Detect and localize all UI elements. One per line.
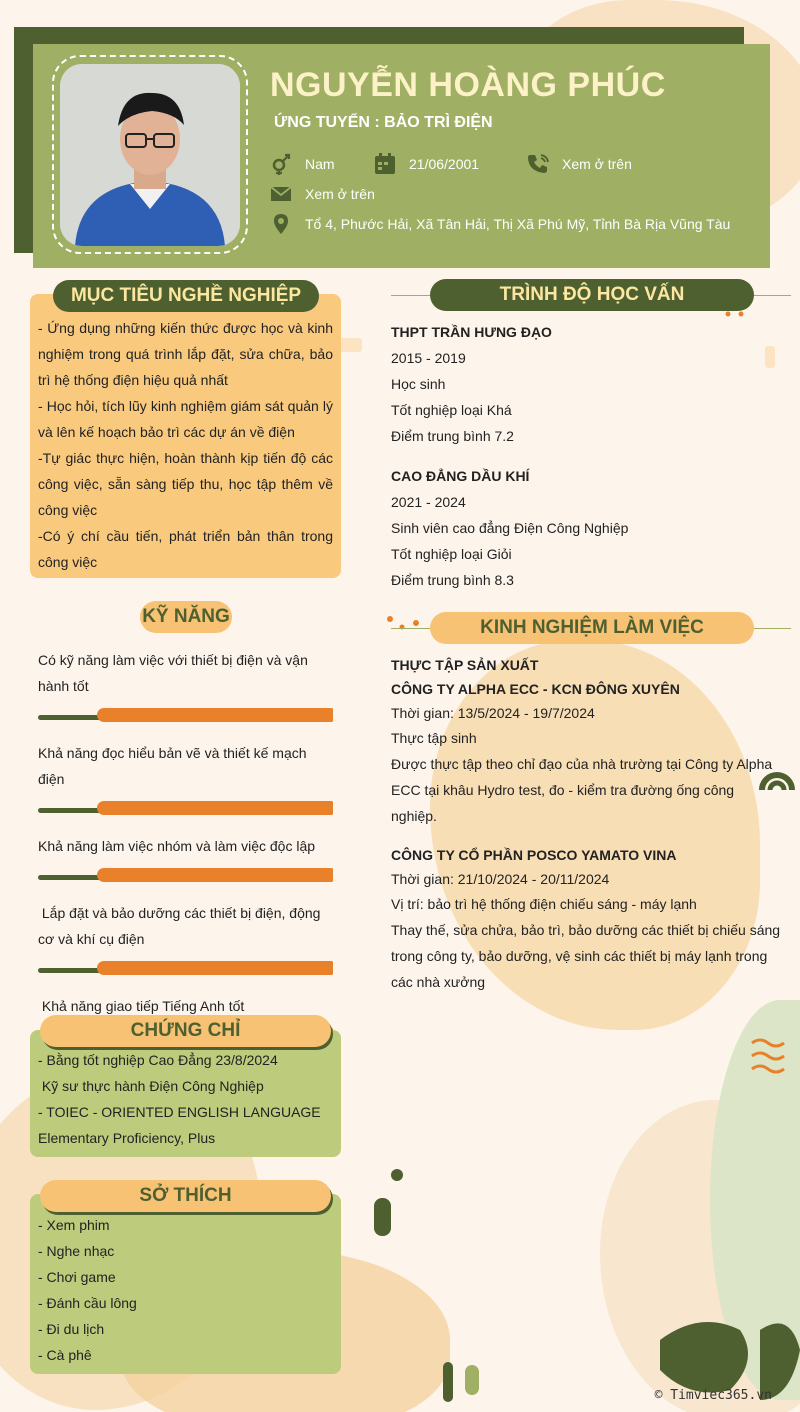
experience-line: Thay thế, sửa chửa, bảo trì, bảo dưỡng các thiết bị chiếu sáng trong công ty, bảo dưỡng, vệ sinh các thiết bị máy lạnh trong các nhà xưởng: [391, 922, 781, 990]
education-entry: [391, 463, 781, 593]
experience-line: Thời gian: 21/10/2024 - 20/11/2024: [391, 871, 610, 887]
experience-list: [391, 653, 781, 1009]
skill-name: Khả năng đọc hiểu bản vẽ và thiết kế mạch điện: [38, 745, 307, 787]
education-line: Điểm trung bình 8.3: [391, 572, 514, 588]
certificate-line: - TOIEC - ORIENTED ENGLISH LANGUAGE Elementary Proficiency, Plus: [38, 1104, 321, 1146]
objective-card: [30, 294, 341, 578]
education-list: [391, 319, 781, 607]
skill-bar: [38, 960, 333, 976]
school-name: CAO ĐẲNG DẦU KHÍ: [391, 468, 530, 484]
skill-item: [38, 647, 333, 723]
skills-title: KỸ NĂNG: [140, 601, 232, 633]
education-line: Sinh viên cao đẳng Điện Công Nghiệp: [391, 520, 629, 536]
experience-line: Được thực tập theo chỉ đạo của nhà trường tại Công ty Alpha ECC tại khâu Hydro test, đo - kiểm tra đường ống công nghiệp.: [391, 756, 773, 824]
skill-level-fill: [97, 708, 333, 722]
education-line: Học sinh: [391, 376, 446, 392]
avatar-photo: [60, 64, 240, 246]
certificate-line: - Bằng tốt nghiệp Cao Đẳng 23/8/2024: [38, 1052, 278, 1068]
hobbies-title: SỞ THÍCH: [40, 1180, 331, 1212]
gender-row: [270, 153, 335, 175]
experience-title: KINH NGHIỆM LÀM VIỆC: [430, 612, 754, 644]
email-row: [270, 183, 375, 205]
address-text: Tổ 4, Phước Hải, Xã Tân Hải, Thị Xã Phú Mỹ, Tỉnh Bà Rịa Vũng Tàu: [305, 216, 731, 232]
skills-list: [38, 647, 333, 1060]
education-title: TRÌNH ĐỘ HỌC VẤN: [430, 279, 754, 311]
skill-name: Có kỹ năng làm việc với thiết bị điện và vận hành tốt: [38, 652, 308, 694]
skill-level-fill: [97, 961, 333, 975]
experience-heading: THỰC TẬP SẢN XUẤT: [391, 657, 539, 673]
phone-row: [527, 153, 632, 175]
education-line: 2021 - 2024: [391, 494, 466, 510]
hobby-item: - Đánh cầu lông: [38, 1295, 137, 1311]
experience-entry: [391, 843, 781, 995]
objective-item: - Ứng dụng những kiến thức được học và kinh nghiệm trong quá trình lắp đặt, sửa chữa, bảo trì hệ thống điện hiệu quả nhất: [38, 320, 333, 388]
skill-item: [38, 833, 333, 883]
skill-bar: [38, 707, 333, 723]
birthday-row: [374, 153, 479, 175]
objective-item: - Học hỏi, tích lũy kinh nghiệm giám sát quản lý và lên kế hoạch bảo trì các dự án về điện: [38, 398, 333, 440]
objective-item: -Có ý chí cầu tiến, phát triển bản thân trong công việc: [38, 528, 333, 570]
email-text: Xem ở trên: [305, 186, 375, 202]
hobby-item: - Chơi game: [38, 1269, 116, 1285]
experience-line: Thực tập sinh: [391, 730, 477, 746]
hobby-item: - Nghe nhạc: [38, 1243, 115, 1259]
address-row: [270, 213, 730, 235]
hobbies-card: [30, 1194, 341, 1374]
experience-line: Thời gian: 13/5/2024 - 19/7/2024: [391, 705, 595, 721]
skill-level-fill: [97, 801, 333, 815]
school-name: THPT TRẦN HƯNG ĐẠO: [391, 324, 552, 340]
certificate-line: Kỹ sư thực hành Điện Công Nghiệp: [38, 1078, 264, 1094]
watermark: © Timviec365.vn: [654, 1388, 772, 1403]
experience-line: Vị trí: bảo trì hệ thống điện chiếu sáng - máy lạnh: [391, 896, 697, 912]
location-pin-icon: [270, 213, 292, 235]
certificates-card: [30, 1030, 341, 1157]
gender-text: Nam: [305, 156, 335, 172]
applied-position: ỨNG TUYỂN : BẢO TRÌ ĐIỆN: [274, 114, 493, 131]
skill-level-fill: [97, 868, 333, 882]
skill-name: Lắp đặt và bảo dưỡng các thiết bị điện, động cơ và khí cụ điện: [38, 905, 325, 947]
email-icon: [270, 183, 292, 205]
gender-icon: [270, 153, 292, 175]
phone-icon: [527, 153, 549, 175]
skill-bar: [38, 867, 333, 883]
objective-title: MỤC TIÊU NGHỀ NGHIỆP: [53, 280, 319, 312]
education-line: Tốt nghiệp loại Khá: [391, 402, 512, 418]
hobby-item: - Đi du lịch: [38, 1321, 105, 1337]
skill-item: [38, 740, 333, 816]
education-line: Tốt nghiệp loại Giỏi: [391, 546, 512, 562]
candidate-name: NGUYỄN HOÀNG PHÚC: [270, 66, 666, 104]
education-line: 2015 - 2019: [391, 350, 466, 366]
certificates-title: CHỨNG CHỈ: [40, 1015, 331, 1047]
company-name: CÔNG TY ALPHA ECC - KCN ĐÔNG XUYÊN: [391, 681, 680, 697]
hobby-item: - Xem phim: [38, 1217, 110, 1233]
birthday-text: 21/06/2001: [409, 156, 480, 172]
calendar-icon: [374, 153, 396, 175]
skill-item: [38, 900, 333, 976]
education-entry: [391, 319, 781, 449]
hobby-item: - Cà phê: [38, 1347, 92, 1363]
skill-bar: [38, 800, 333, 816]
education-line: Điểm trung bình 7.2: [391, 428, 514, 444]
experience-entry: [391, 653, 781, 829]
skill-name: Khả năng giao tiếp Tiếng Anh tốt: [38, 998, 245, 1014]
company-name: CÔNG TY CỔ PHẦN POSCO YAMATO VINA: [391, 847, 677, 863]
skill-name: Khả năng làm việc nhóm và làm việc độc lập: [38, 838, 316, 854]
objective-item: -Tự giác thực hiện, hoàn thành kịp tiến độ các công việc, sẵn sàng tiếp thu, học tập thêm về công việc: [38, 450, 333, 518]
phone-text: Xem ở trên: [562, 156, 632, 172]
